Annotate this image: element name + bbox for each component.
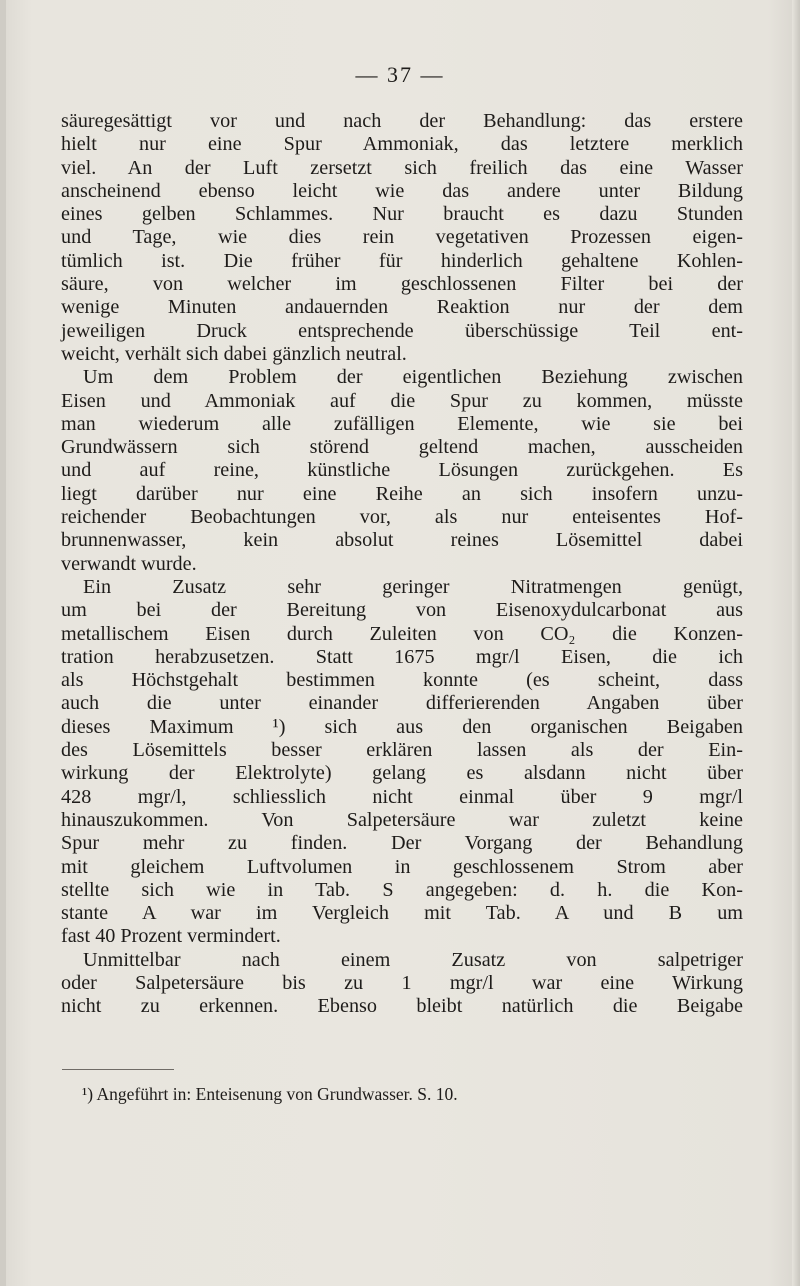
text-line: nicht zu erkennen. Ebenso bleibt natürlich die Beigabe — [61, 995, 743, 1018]
text-line: hinauszukommen. Von Salpetersäure war zuletzt keine — [61, 808, 743, 831]
footnote-divider — [62, 1069, 174, 1070]
text-line: 428 mgr/l, schliesslich nicht einmal über 9 mgr/l — [61, 785, 743, 808]
text-line: fast 40 Prozent vermindert. — [61, 925, 281, 948]
footnote: ¹) Angeführt in: Enteisenung von Grundwasser. S. 10. — [82, 1084, 458, 1104]
text-line: viel. An der Luft zersetzt sich freilich das eine Wasser — [61, 156, 743, 179]
text-line: reichender Beobachtungen vor, als nur enteisentes Hof- — [61, 506, 743, 529]
text-line: tration herabzusetzen. Statt 1675 mgr/l Eisen, die ich — [61, 645, 743, 668]
text-line: stante A war im Vergleich mit Tab. A und B um — [61, 902, 743, 925]
text-line: Eisen und Ammoniak auf die Spur zu kommen, müsste — [61, 389, 743, 412]
text-line: jeweiligen Druck entsprechende überschüssige Teil ent- — [61, 319, 743, 342]
text-line: wenige Minuten andauernden Reaktion nur der dem — [61, 296, 743, 319]
text-line: säure, von welcher im geschlossenen Filter bei der — [61, 273, 743, 296]
text-line: Unmittelbar nach einem Zusatz von salpetriger — [83, 948, 743, 971]
text-line: auch die unter einander differierenden Angaben über — [61, 692, 743, 715]
text-line: tümlich ist. Die früher für hinderlich gehaltene Kohlen- — [61, 249, 743, 272]
text-line: oder Salpetersäure bis zu 1 mgr/l war eine Wirkung — [61, 971, 743, 994]
page-number: — 37 — — [355, 62, 445, 87]
text-line: als Höchstgehalt bestimmen konnte (es scheint, dass — [61, 669, 743, 692]
text-line: stellte sich wie in Tab. S angegeben: d. h. die Kon- — [61, 878, 743, 901]
text-line: verwandt wurde. — [61, 552, 197, 575]
text-line: Um dem Problem der eigentlichen Beziehung zwischen — [83, 366, 743, 389]
page-left-edge — [0, 0, 6, 1286]
body-text — [61, 110, 743, 1019]
text-line: anscheinend ebenso leicht wie das andere unter Bildung — [61, 179, 743, 202]
text-line: brunnenwasser, kein absolut reines Lösemittel dabei — [61, 529, 743, 552]
text-line: und auf reine, künstliche Lösungen zurückgehen. Es — [61, 459, 743, 482]
text-line: weicht, verhält sich dabei gänzlich neutral. — [61, 342, 407, 365]
text-line: um bei der Bereitung von Eisenoxydulcarbonat aus — [61, 599, 743, 622]
text-line: dieses Maximum ¹) sich aus den organischen Beigaben — [61, 715, 743, 738]
text-line: und Tage, wie dies rein vegetativen Prozessen eigen- — [61, 226, 743, 249]
text-line: wirkung der Elektrolyte) gelang es alsdann nicht über — [61, 762, 743, 785]
text-line: des Lösemittels besser erklären lassen als der Ein- — [61, 739, 743, 762]
page-right-edge — [792, 0, 800, 1286]
text-line: metallischem Eisen durch Zuleiten von CO₂ die Konzen- — [61, 622, 743, 645]
text-line: man wiederum alle zufälligen Elemente, wie sie bei — [61, 412, 743, 435]
text-line: Ein Zusatz sehr geringer Nitratmengen genügt, — [83, 575, 743, 598]
text-line: Spur mehr zu finden. Der Vorgang der Behandlung — [61, 832, 743, 855]
text-line: hielt nur eine Spur Ammoniak, das letztere merklich — [61, 133, 743, 156]
text-line: eines gelben Schlammes. Nur braucht es dazu Stunden — [61, 203, 743, 226]
text-line: liegt darüber nur eine Reihe an sich insofern unzu- — [61, 482, 743, 505]
text-line: Grundwässern sich störend geltend machen, ausscheiden — [61, 436, 743, 459]
text-line: mit gleichem Luftvolumen in geschlossenem Strom aber — [61, 855, 743, 878]
text-line: säuregesättigt vor und nach der Behandlung: das erstere — [61, 110, 743, 132]
